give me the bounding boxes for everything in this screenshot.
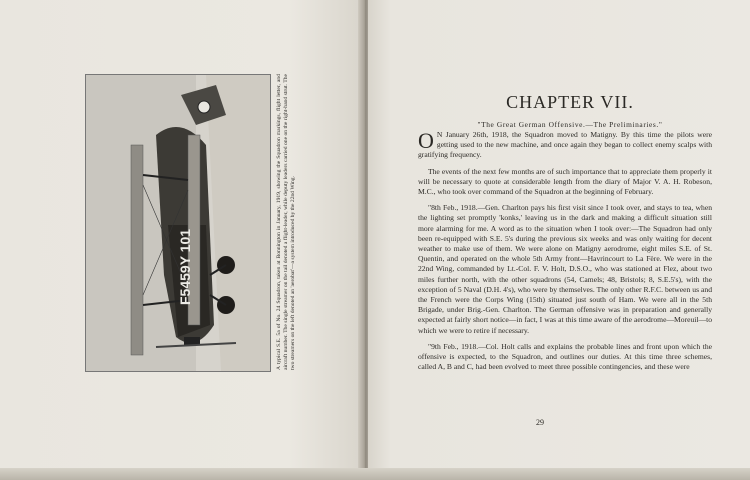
paragraph-text: N January 26th, 1918, the Squadron moved to Matigny. By this time the pilots were getting used to the new machine, and once again they began to collect enemy scalps with gratifying frequency. bbox=[418, 130, 712, 160]
chapter-subtitle: "The Great German Offensive.—The Preliminaries." bbox=[477, 120, 663, 129]
paragraph: "8th Feb., 1918.—Gen. Charlton pays his first visit since I took over, and stays to tea, when the lighting set promptly 'konks,' leaving us in the dark and making a difficult situation still more alarming for me. A word as to the situation when I took over:—The Squadron had only been re-equipped with S.E. 5's during the previous six weeks and was only waiting for decent weather to make use of them. We were alone on Matigny aerodrome, eight miles S.E. of St. Quentin, and operated on the whole 5th Army front—Havrincourt to La Fère. We were in the 22nd Wing, commanded by Lt.-Col. F. V. Holt, D.S.O., who was stationed at Flez, about two miles further north, with the other squadrons (54, Camels; 48, Bristols; 8, S.E.5's), with the exception of 5 Naval (D.H. 4's), who were by themselves. The only other R.F.C. between us and the French were the Corps Wing (15th) situated just south of Ham. We were all in the 5th Brigade, under Brig.-Gen. Charlton. The German offensive was in preparation and generally expected at fairly short notice—in fact, I was at this time aware of the aerodrome—Moreuil—to which we were to retire if necessary. bbox=[418, 203, 712, 335]
aircraft-photograph bbox=[85, 74, 271, 372]
biplane-image bbox=[86, 75, 270, 371]
chapter-title: CHAPTER VII. bbox=[506, 92, 634, 112]
paragraph: "9th Feb., 1918.—Col. Holt calls and explains the probable lines and front upon which the offensive is expected, to the Squadron, and outlines our duties. At this time three schemes, called A, B and C, had been evolved to meet three possible contingencies, and these were bbox=[418, 341, 712, 372]
paragraph: The events of the next few months are of such importance that to appreciate them properly it will be necessary to quote at considerable length from the diary of Major V. A. H. Robeson, M.C., who took over command of the Squadron at the beginning of February. bbox=[418, 166, 712, 197]
chapter-body bbox=[418, 130, 712, 378]
drop-cap: O bbox=[418, 128, 434, 153]
photo-caption: A typical S.E. 5a of No. 24 Squadron, taken at Bonnington in January, 1919, showing the Squadron markings, flight letter, and aircraft number. The single streamer on the tail denoted a flight-leader, while deputy leaders carried one on the right-hand strut. The two streamers on the left denoted an 'aerobat'—a system introduced by the 22nd Wing. bbox=[276, 74, 296, 370]
page-edge bbox=[0, 468, 750, 480]
paragraph bbox=[418, 130, 712, 161]
aircraft-serial: F5459Y 101 bbox=[177, 228, 193, 305]
page-number: 29 bbox=[536, 418, 544, 427]
